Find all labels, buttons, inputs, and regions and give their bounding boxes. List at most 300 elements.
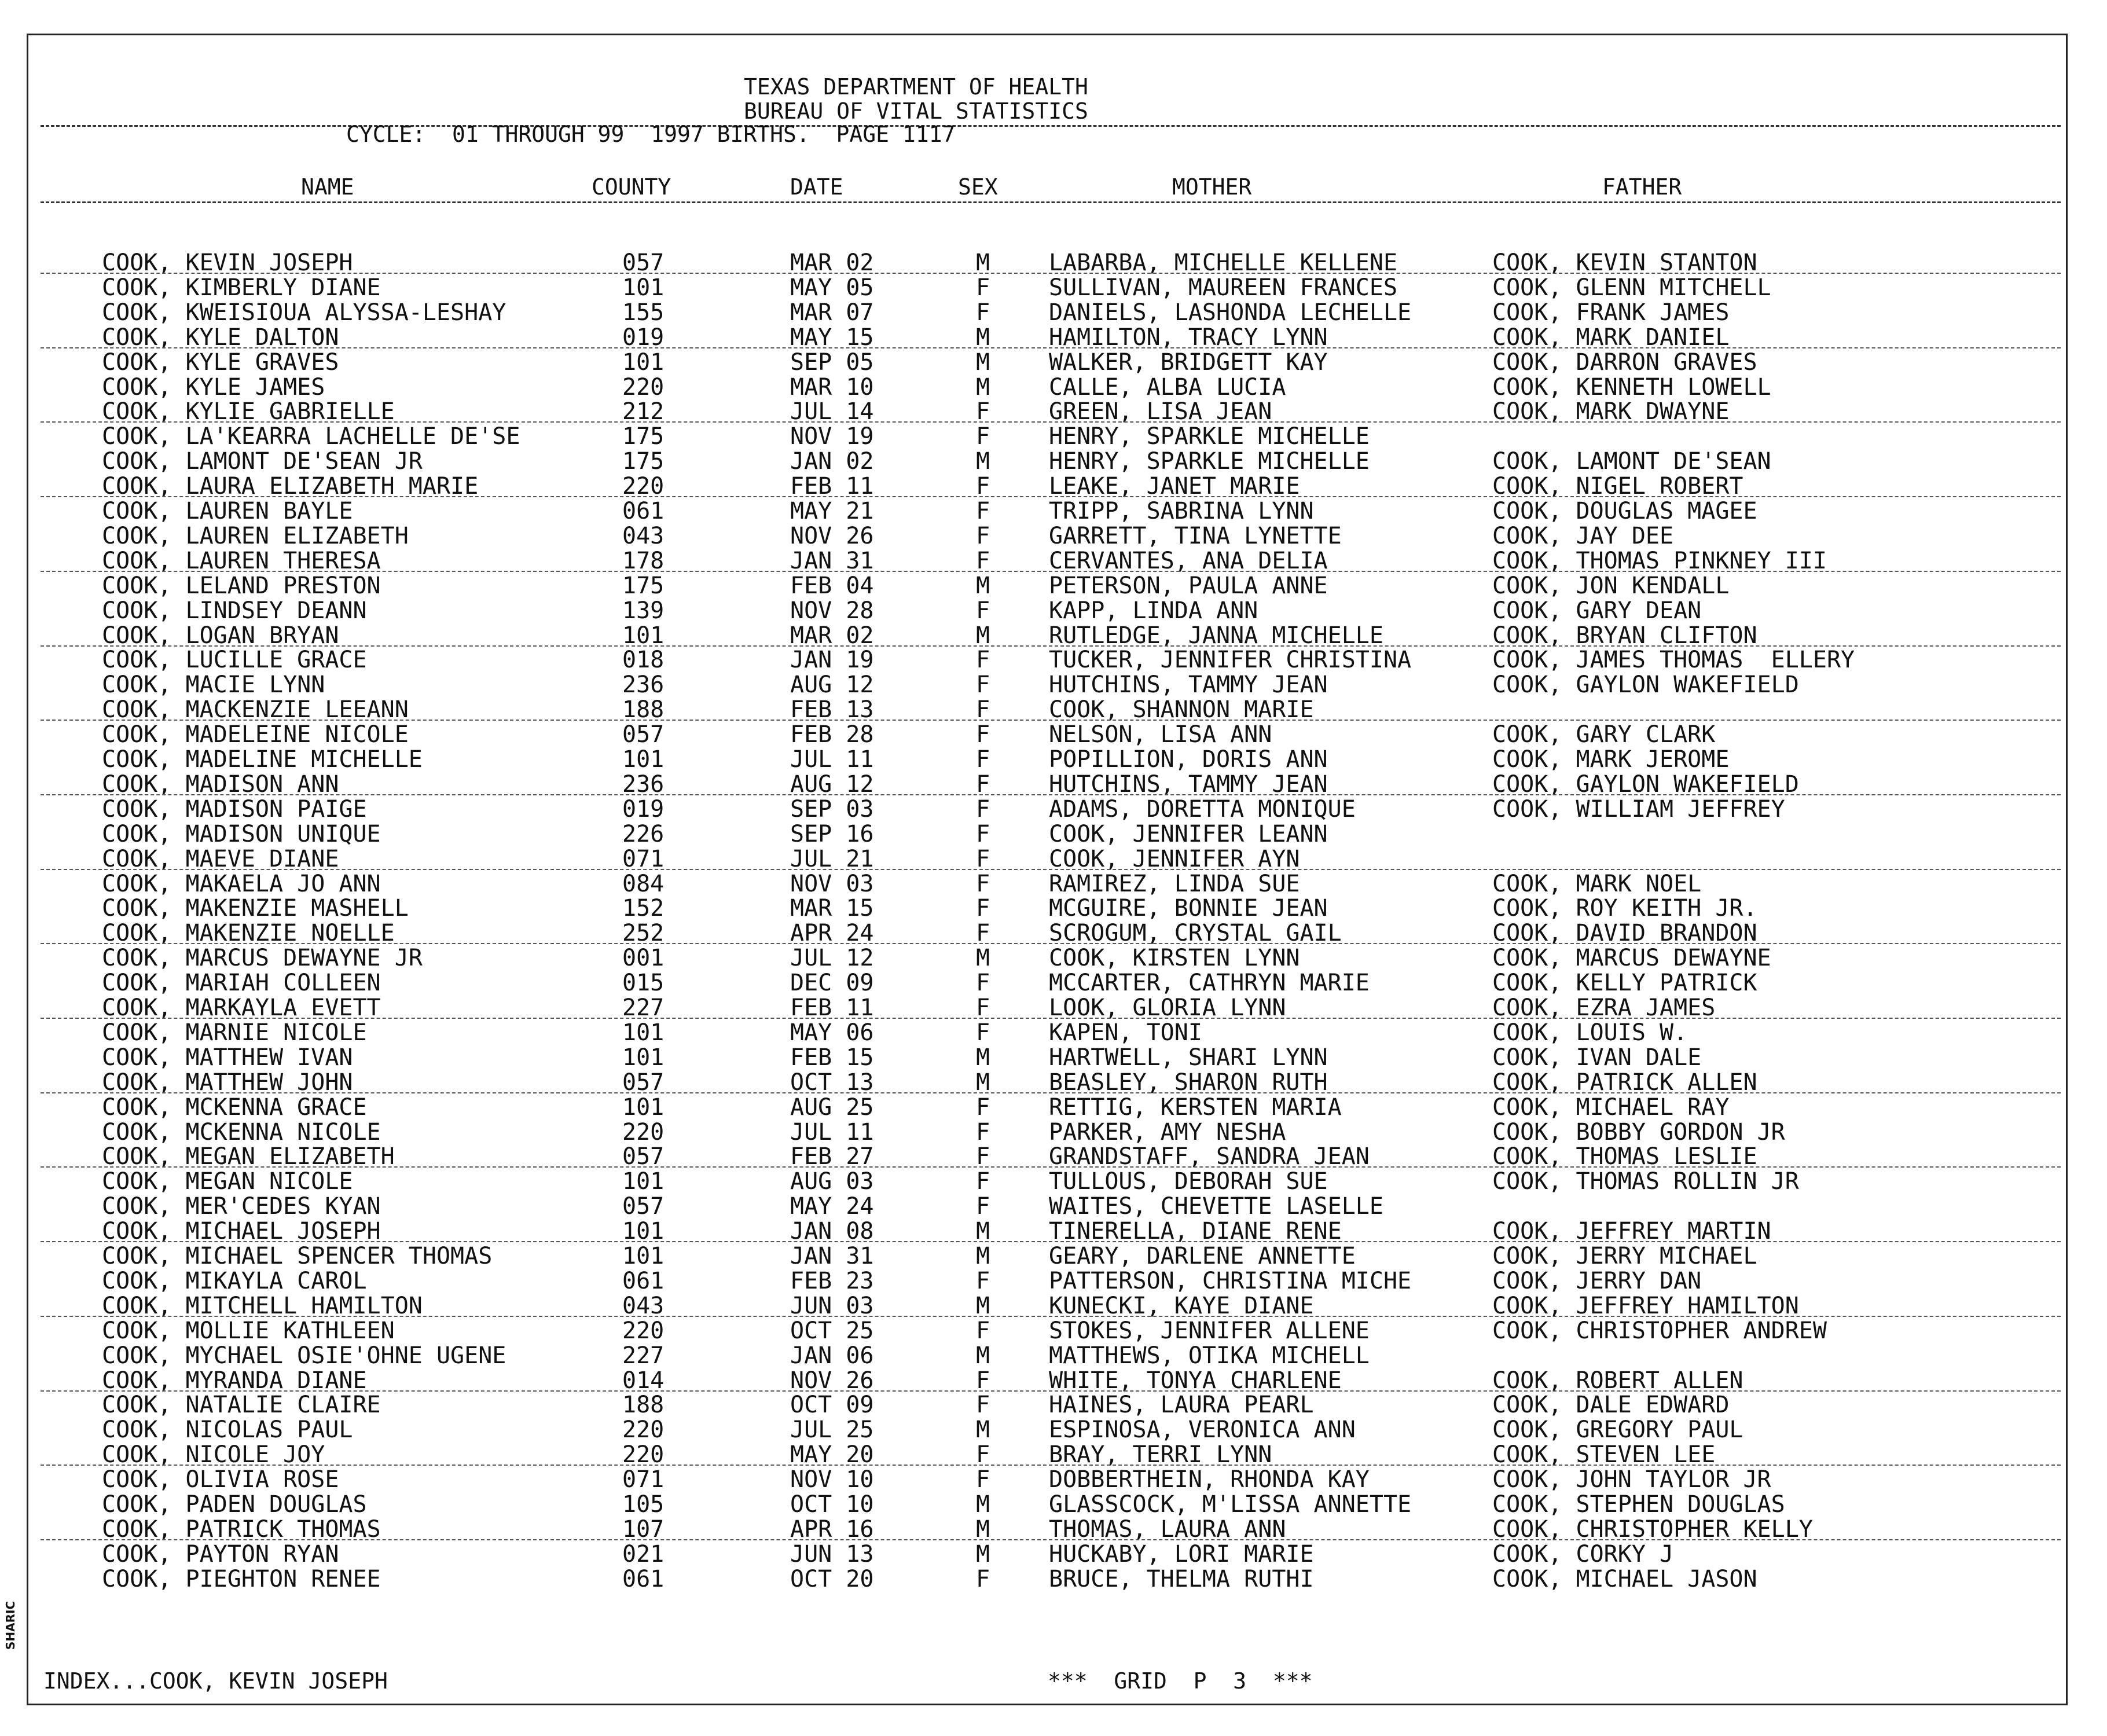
cell-mother: GRANDSTAFF, SANDRA JEAN	[1049, 1143, 1370, 1170]
cell-date: JAN 08	[790, 1218, 874, 1245]
cell-sex: F	[976, 1168, 990, 1195]
cell-sex: F	[976, 870, 990, 897]
cell-date: JAN 06	[790, 1342, 874, 1369]
cell-date: MAY 21	[790, 498, 874, 524]
cell-sex: M	[976, 324, 990, 351]
cell-sex: F	[976, 671, 990, 699]
cell-sex: F	[976, 1093, 990, 1121]
cell-mother: WAITES, CHEVETTE LASELLE	[1049, 1193, 1383, 1220]
table-row	[0, 1194, 2107, 1219]
cell-mother: COOK, JENNIFER LEANN	[1049, 820, 1328, 847]
cell-mother: LOOK, GLORIA LYNN	[1049, 994, 1286, 1021]
cell-father: COOK, MARK JEROME	[1492, 746, 1730, 773]
cell-county: 019	[622, 324, 665, 351]
cell-father: COOK, JOHN TAYLOR JR	[1492, 1466, 1771, 1493]
cell-county: 057	[622, 249, 665, 276]
table-row	[0, 698, 2107, 722]
cell-father: COOK, THOMAS ROLLIN JR	[1492, 1168, 1799, 1195]
side-label: SHARIC	[3, 1601, 17, 1650]
cell-date: APR 24	[790, 920, 874, 947]
cell-name: COOK, PATRICK THOMAS	[102, 1515, 381, 1543]
cell-county: 101	[622, 1044, 665, 1071]
cell-name: COOK, MAKENZIE NOELLE	[102, 920, 395, 947]
cell-date: FEB 11	[790, 473, 874, 500]
table-row	[0, 1219, 2107, 1244]
row-separator	[41, 794, 2061, 795]
cell-sex: F	[976, 770, 990, 798]
table-row	[0, 1021, 2107, 1045]
cell-county: 252	[622, 920, 665, 947]
cell-mother: BEASLEY, SHARON RUTH	[1049, 1069, 1328, 1096]
cell-mother: GEARY, DARLENE ANNETTE	[1049, 1243, 1356, 1269]
cell-mother: HUTCHINS, TAMMY JEAN	[1049, 671, 1328, 699]
cell-father: COOK, GARY DEAN	[1492, 597, 1702, 624]
table-row	[0, 722, 2107, 747]
cell-name: COOK, KWEISIOUA ALYSSA-LESHAY	[102, 299, 506, 326]
cell-county: 061	[622, 1267, 665, 1294]
cell-sex: F	[976, 1565, 990, 1592]
cell-father: COOK, JERRY DAN	[1492, 1267, 1702, 1294]
cell-county: 101	[622, 1093, 665, 1121]
cell-father: COOK, GREGORY PAUL	[1492, 1416, 1743, 1444]
cell-name: COOK, KYLE GRAVES	[102, 348, 339, 376]
cell-father: COOK, FRANK JAMES	[1492, 299, 1730, 326]
cell-date: JAN 31	[790, 547, 874, 574]
cell-county: 071	[622, 1466, 665, 1493]
col-father-heading: FATHER	[1602, 174, 1682, 200]
cell-sex: F	[976, 1392, 990, 1419]
cell-date: DEC 09	[790, 970, 874, 997]
header-line-2: BUREAU OF VITAL STATISTICS	[744, 98, 1088, 124]
cell-father: COOK, PATRICK ALLEN	[1492, 1069, 1757, 1096]
cell-county: 061	[622, 1565, 665, 1592]
cell-mother: ADAMS, DORETTA MONIQUE	[1049, 795, 1356, 823]
cell-mother: SULLIVAN, MAUREEN FRANCES	[1049, 274, 1398, 301]
cell-date: JAN 19	[790, 647, 874, 674]
cell-date: MAY 24	[790, 1193, 874, 1220]
cell-sex: F	[976, 1267, 990, 1294]
table-row	[0, 921, 2107, 946]
cell-name: COOK, LAURA ELIZABETH MARIE	[102, 473, 479, 500]
table-row	[0, 1418, 2107, 1443]
cell-date: NOV 28	[790, 597, 874, 624]
cell-county: 188	[622, 1392, 665, 1419]
table-row	[0, 673, 2107, 698]
table-row	[0, 1070, 2107, 1095]
table-row	[0, 1319, 2107, 1344]
cell-father: COOK, JAMES THOMAS ELLERY	[1492, 647, 1855, 674]
cell-name: COOK, MYCHAEL OSIE'OHNE UGENE	[102, 1342, 506, 1369]
cell-date: MAY 06	[790, 1019, 874, 1046]
cell-name: COOK, NATALIE CLAIRE	[102, 1392, 381, 1419]
cell-date: OCT 13	[790, 1069, 874, 1096]
cell-name: COOK, MYRANDA DIANE	[102, 1367, 367, 1394]
cell-sex: F	[976, 423, 990, 450]
col-date-heading: DATE	[790, 174, 843, 200]
cell-sex: F	[976, 1466, 990, 1493]
cell-date: NOV 26	[790, 1367, 874, 1394]
cell-name: COOK, MAKENZIE MASHELL	[102, 895, 409, 922]
table-row	[0, 1443, 2107, 1467]
cell-county: 043	[622, 1292, 665, 1319]
cell-name: COOK, KYLE DALTON	[102, 324, 339, 351]
cell-mother: RETTIG, KERSTEN MARIA	[1049, 1093, 1342, 1121]
cell-mother: CERVANTES, ANA DELIA	[1049, 547, 1328, 574]
cell-county: 175	[622, 423, 665, 450]
cell-name: COOK, MICHAEL SPENCER THOMAS	[102, 1243, 493, 1269]
cell-date: MAY 15	[790, 324, 874, 351]
cell-date: OCT 09	[790, 1392, 874, 1419]
cell-county: 220	[622, 1416, 665, 1444]
table-row	[0, 623, 2107, 648]
cell-sex: F	[976, 647, 990, 674]
cell-sex: F	[976, 1143, 990, 1170]
cell-mother: WALKER, BRIDGETT KAY	[1049, 348, 1328, 376]
cell-date: JAN 02	[790, 448, 874, 475]
cell-sex: M	[976, 945, 990, 972]
table-row	[0, 747, 2107, 772]
cell-father: COOK, EZRA JAMES	[1492, 994, 1716, 1021]
cell-county: 057	[622, 721, 665, 748]
cell-mother: TULLOUS, DEBORAH SUE	[1049, 1168, 1328, 1195]
col-name-heading: NAME	[301, 174, 354, 200]
cell-sex: F	[976, 1317, 990, 1344]
cell-date: SEP 03	[790, 795, 874, 823]
cell-sex: F	[976, 696, 990, 724]
row-separator	[41, 347, 2061, 348]
cell-name: COOK, MCKENNA GRACE	[102, 1093, 367, 1121]
cell-father: COOK, KELLY PATRICK	[1492, 970, 1757, 997]
cell-date: JUL 25	[790, 1416, 874, 1444]
cell-mother: MCCARTER, CATHRYN MARIE	[1049, 970, 1370, 997]
cell-sex: F	[976, 1019, 990, 1046]
cell-sex: M	[976, 1342, 990, 1369]
cell-mother: RUTLEDGE, JANNA MICHELLE	[1049, 622, 1383, 649]
cell-name: COOK, LA'KEARRA LACHELLE DE'SE	[102, 423, 520, 450]
cell-county: 101	[622, 348, 665, 376]
cell-father: COOK, WILLIAM JEFFREY	[1492, 795, 1785, 823]
table-row	[0, 648, 2107, 673]
cell-mother: DOBBERTHEIN, RHONDA KAY	[1049, 1466, 1370, 1493]
cell-sex: M	[976, 1044, 990, 1071]
row-separator	[41, 496, 2061, 497]
footer-grid: *** GRID P 3 ***	[1048, 1668, 1313, 1694]
cell-date: JUL 12	[790, 945, 874, 972]
table-row	[0, 1169, 2107, 1194]
cell-date: FEB 15	[790, 1044, 874, 1071]
cell-father: COOK, GLENN MITCHELL	[1492, 274, 1771, 301]
table-row	[0, 1467, 2107, 1492]
cell-mother: TINERELLA, DIANE RENE	[1049, 1218, 1342, 1245]
cell-name: COOK, KYLIE GABRIELLE	[102, 398, 395, 425]
table-row	[0, 946, 2107, 971]
table-row	[0, 822, 2107, 847]
row-separator	[41, 571, 2061, 572]
cell-date: JUN 13	[790, 1540, 874, 1568]
table-row	[0, 1294, 2107, 1319]
cell-father: COOK, BOBBY GORDON JR	[1492, 1118, 1785, 1146]
col-mother-heading: MOTHER	[1172, 174, 1252, 200]
cell-name: COOK, MADISON ANN	[102, 770, 339, 798]
cell-sex: F	[976, 398, 990, 425]
cell-county: 188	[622, 696, 665, 724]
cell-mother: HAMILTON, TRACY LYNN	[1049, 324, 1328, 351]
cell-mother: STOKES, JENNIFER ALLENE	[1049, 1317, 1370, 1344]
cell-mother: COOK, JENNIFER AYN	[1049, 845, 1300, 872]
row-separator	[41, 1241, 2061, 1242]
table-row	[0, 971, 2107, 996]
cell-sex: M	[976, 348, 990, 376]
cell-date: FEB 13	[790, 696, 874, 724]
cell-name: COOK, MADISON PAIGE	[102, 795, 367, 823]
cell-county: 084	[622, 870, 665, 897]
cell-sex: M	[976, 1515, 990, 1543]
cell-mother: PATTERSON, CHRISTINA MICHE	[1049, 1267, 1412, 1294]
col-sex-heading: SEX	[958, 174, 998, 200]
table-row	[0, 896, 2107, 921]
table-row	[0, 449, 2107, 474]
cell-name: COOK, LAUREN THERESA	[102, 547, 381, 574]
cell-name: COOK, MADELINE MICHELLE	[102, 746, 423, 773]
cell-sex: M	[976, 1491, 990, 1518]
cell-mother: MATTHEWS, OTIKA MICHELL	[1049, 1342, 1370, 1369]
cell-father: COOK, JEFFREY MARTIN	[1492, 1218, 1771, 1245]
cell-mother: RAMIREZ, LINDA SUE	[1049, 870, 1300, 897]
col-county-heading: COUNTY	[592, 174, 671, 200]
table-row	[0, 300, 2107, 325]
cell-name: COOK, NICOLE JOY	[102, 1441, 325, 1469]
table-row	[0, 996, 2107, 1021]
cell-father: COOK, ROY KEITH JR.	[1492, 895, 1757, 922]
cell-sex: F	[976, 299, 990, 326]
cell-father: COOK, DAVID BRANDON	[1492, 920, 1757, 947]
cell-date: MAR 02	[790, 622, 874, 649]
cell-county: 001	[622, 945, 665, 972]
cell-county: 220	[622, 1441, 665, 1469]
cell-date: JUN 03	[790, 1292, 874, 1319]
cell-county: 220	[622, 473, 665, 500]
cell-mother: HUCKABY, LORI MARIE	[1049, 1540, 1314, 1568]
cell-mother: MCGUIRE, BONNIE JEAN	[1049, 895, 1328, 922]
cell-date: MAY 05	[790, 274, 874, 301]
cell-county: 057	[622, 1193, 665, 1220]
cell-sex: F	[976, 498, 990, 524]
cell-county: 101	[622, 622, 665, 649]
cell-sex: F	[976, 970, 990, 997]
table-row	[0, 872, 2107, 897]
table-row	[0, 1269, 2107, 1294]
cell-name: COOK, MARNIE NICOLE	[102, 1019, 367, 1046]
cell-sex: F	[976, 994, 990, 1021]
table-row	[0, 350, 2107, 375]
cell-father: COOK, JON KENDALL	[1492, 572, 1730, 599]
cell-date: AUG 12	[790, 671, 874, 699]
cell-mother: HENRY, SPARKLE MICHELLE	[1049, 448, 1370, 475]
cell-father: COOK, MARCUS DEWAYNE	[1492, 945, 1771, 972]
cell-sex: F	[976, 597, 990, 624]
cell-county: 015	[622, 970, 665, 997]
cell-name: COOK, MADISON UNIQUE	[102, 820, 381, 847]
cell-county: 101	[622, 1243, 665, 1269]
table-row	[0, 276, 2107, 300]
cell-father: COOK, IVAN DALE	[1492, 1044, 1702, 1071]
row-separator	[41, 1092, 2061, 1093]
table-row	[0, 1368, 2107, 1393]
cell-name: COOK, MCKENNA NICOLE	[102, 1118, 381, 1146]
table-row	[0, 424, 2107, 449]
table-row	[0, 1344, 2107, 1368]
cell-mother: SCROGUM, CRYSTAL GAIL	[1049, 920, 1342, 947]
cell-name: COOK, LUCILLE GRACE	[102, 647, 367, 674]
table-row	[0, 1244, 2107, 1269]
table-row	[0, 549, 2107, 574]
cell-sex: M	[976, 373, 990, 401]
cell-county: 139	[622, 597, 665, 624]
row-separator	[41, 273, 2061, 274]
cell-sex: F	[976, 274, 990, 301]
cell-county: 101	[622, 1168, 665, 1195]
cell-date: OCT 25	[790, 1317, 874, 1344]
cell-date: FEB 28	[790, 721, 874, 748]
row-separator	[41, 943, 2061, 944]
cell-name: COOK, MIKAYLA CAROL	[102, 1267, 367, 1294]
cell-name: COOK, LELAND PRESTON	[102, 572, 381, 599]
cell-county: 107	[622, 1515, 665, 1543]
table-row	[0, 474, 2107, 499]
cell-father: COOK, GAYLON WAKEFIELD	[1492, 671, 1799, 699]
cell-county: 220	[622, 373, 665, 401]
cell-date: APR 16	[790, 1515, 874, 1543]
cell-county: 227	[622, 994, 665, 1021]
cell-mother: CALLE, ALBA LUCIA	[1049, 373, 1286, 401]
cell-date: JUL 11	[790, 1118, 874, 1146]
row-separator	[41, 1018, 2061, 1019]
cell-mother: DANIELS, LASHONDA LECHELLE	[1049, 299, 1412, 326]
cell-sex: M	[976, 249, 990, 276]
cell-mother: HUTCHINS, TAMMY JEAN	[1049, 770, 1328, 798]
cell-sex: M	[976, 622, 990, 649]
table-row	[0, 1393, 2107, 1418]
cell-father: COOK, MICHAEL RAY	[1492, 1093, 1730, 1121]
cell-date: SEP 16	[790, 820, 874, 847]
cell-date: MAR 07	[790, 299, 874, 326]
row-separator	[41, 1539, 2061, 1540]
cell-name: COOK, MEGAN NICOLE	[102, 1168, 353, 1195]
cell-mother: KUNECKI, KAYE DIANE	[1049, 1292, 1314, 1319]
cell-sex: F	[976, 1441, 990, 1469]
cell-county: 057	[622, 1143, 665, 1170]
cell-name: COOK, KEVIN JOSEPH	[102, 249, 353, 276]
cell-sex: F	[976, 795, 990, 823]
cell-father: COOK, CORKY J	[1492, 1540, 1674, 1568]
table-row	[0, 499, 2107, 524]
cell-date: JAN 31	[790, 1243, 874, 1269]
cell-name: COOK, OLIVIA ROSE	[102, 1466, 339, 1493]
cell-county: 175	[622, 572, 665, 599]
cell-mother: GARRETT, TINA LYNETTE	[1049, 522, 1342, 549]
cell-mother: BRUCE, THELMA RUTHI	[1049, 1565, 1314, 1592]
cell-name: COOK, MARIAH COLLEEN	[102, 970, 381, 997]
table-row	[0, 847, 2107, 872]
cell-date: FEB 27	[790, 1143, 874, 1170]
cell-county: 227	[622, 1342, 665, 1369]
cell-county: 101	[622, 1218, 665, 1245]
cell-father: COOK, DALE EDWARD	[1492, 1392, 1730, 1419]
cell-name: COOK, LAUREN ELIZABETH	[102, 522, 409, 549]
cell-name: COOK, LINDSEY DEANN	[102, 597, 367, 624]
cell-name: COOK, PAYTON RYAN	[102, 1540, 339, 1568]
cell-county: 236	[622, 770, 665, 798]
cell-date: OCT 10	[790, 1491, 874, 1518]
cell-date: AUG 12	[790, 770, 874, 798]
cell-father: COOK, JERRY MICHAEL	[1492, 1243, 1757, 1269]
table-row	[0, 1492, 2107, 1517]
cell-mother: HARTWELL, SHARI LYNN	[1049, 1044, 1328, 1071]
cell-sex: M	[976, 1416, 990, 1444]
cell-county: 061	[622, 498, 665, 524]
cell-date: NOV 19	[790, 423, 874, 450]
cell-sex: M	[976, 448, 990, 475]
table-row	[0, 797, 2107, 822]
cell-sex: F	[976, 1367, 990, 1394]
cell-sex: F	[976, 473, 990, 500]
cell-name: COOK, PADEN DOUGLAS	[102, 1491, 367, 1518]
cell-name: COOK, MATTHEW JOHN	[102, 1069, 353, 1096]
cell-date: AUG 03	[790, 1168, 874, 1195]
table-row	[0, 1095, 2107, 1120]
cell-name: COOK, MAKAELA JO ANN	[102, 870, 381, 897]
cell-father: COOK, DOUGLAS MAGEE	[1492, 498, 1757, 524]
cell-county: 226	[622, 820, 665, 847]
cell-name: COOK, MITCHELL HAMILTON	[102, 1292, 423, 1319]
cell-sex: M	[976, 1292, 990, 1319]
cell-mother: POPILLION, DORIS ANN	[1049, 746, 1328, 773]
cell-name: COOK, LAUREN BAYLE	[102, 498, 353, 524]
cell-date: MAR 02	[790, 249, 874, 276]
cell-mother: NELSON, LISA ANN	[1049, 721, 1272, 748]
table-row	[0, 1045, 2107, 1070]
cell-father: COOK, MARK DANIEL	[1492, 324, 1730, 351]
cell-father: COOK, DARRON GRAVES	[1492, 348, 1757, 376]
cell-father: COOK, KEVIN STANTON	[1492, 249, 1757, 276]
cell-mother: ESPINOSA, VERONICA ANN	[1049, 1416, 1356, 1444]
cell-mother: KAPP, LINDA ANN	[1049, 597, 1258, 624]
cell-date: OCT 20	[790, 1565, 874, 1592]
table-row	[0, 1517, 2107, 1542]
table-row	[0, 599, 2107, 623]
cell-sex: M	[976, 1243, 990, 1269]
cell-name: COOK, MER'CEDES KYAN	[102, 1193, 381, 1220]
cell-father: COOK, MARK NOEL	[1492, 870, 1702, 897]
table-row	[0, 772, 2107, 797]
cell-date: MAR 10	[790, 373, 874, 401]
cell-father: COOK, STEVEN LEE	[1492, 1441, 1716, 1469]
row-separator	[41, 720, 2061, 721]
cell-name: COOK, NICOLAS PAUL	[102, 1416, 353, 1444]
row-separator	[41, 1465, 2061, 1466]
table-row	[0, 1120, 2107, 1145]
cell-sex: F	[976, 522, 990, 549]
cell-mother: COOK, KIRSTEN LYNN	[1049, 945, 1300, 972]
cell-mother: GREEN, LISA JEAN	[1049, 398, 1272, 425]
cell-father: COOK, CHRISTOPHER ANDREW	[1492, 1317, 1827, 1344]
row-separator	[41, 1166, 2061, 1168]
table-row	[0, 1567, 2107, 1592]
row-separator	[41, 869, 2061, 870]
header-rule	[41, 125, 2061, 127]
cell-county: 212	[622, 398, 665, 425]
cell-mother: WHITE, TONYA CHARLENE	[1049, 1367, 1342, 1394]
